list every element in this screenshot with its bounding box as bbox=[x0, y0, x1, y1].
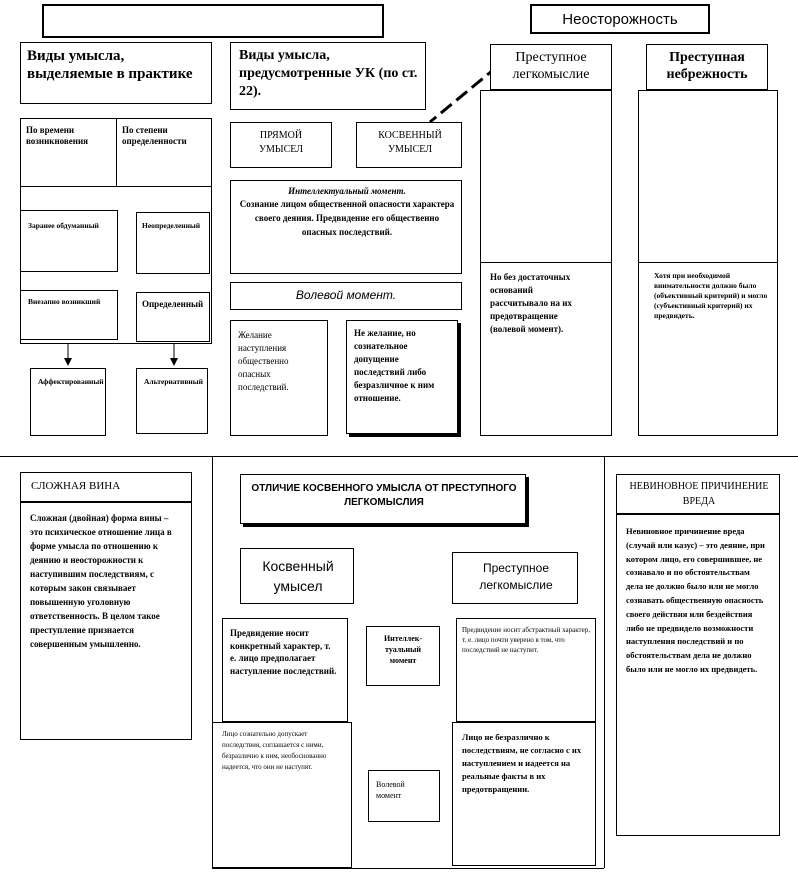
code-types-title-box bbox=[230, 42, 426, 110]
diff-frivolity-volitional-text: Лицо не безразлично к последствиям, не согласно с их наступлением и надеется на реальные факты в их предотвращении. bbox=[462, 732, 582, 794]
innocent-harm-title-box bbox=[616, 474, 780, 514]
direct-intent-label: ПРЯМОЙ УМЫСЕЛ bbox=[258, 130, 304, 155]
practice-types-title-box bbox=[20, 42, 212, 104]
desire-text: Желание наступления общественно опасных последствий. bbox=[238, 330, 289, 392]
frivolity-column bbox=[480, 90, 612, 436]
complex-guilt-text: Сложная (двойная) форма вины – это психическое отношение лица в форме умысла по отношению к деянию и неосторожности к наступившим последствиям, с которым закон связывает повышенную уголовную ответственность. В целом такое преступление признается совершенным умышленно. bbox=[30, 513, 172, 649]
alternative-label: Альтернативный bbox=[144, 377, 203, 386]
negligence-header-box bbox=[530, 4, 710, 34]
frivolity-title: Преступное легкомыслие bbox=[512, 50, 590, 82]
undefined-label: Неопределенный bbox=[142, 221, 201, 230]
frivolity-title-box bbox=[490, 44, 612, 90]
code-types-title: Виды умысла, предусмотренные УК (по ст. 22). bbox=[239, 48, 418, 99]
premeditated-label: Заранее обдуманный bbox=[28, 221, 99, 230]
diff-indirect-intellect-text: Предвидение носит конкретный характер, т. е. лицо предполагает наступление последствий. bbox=[230, 628, 337, 676]
practice-types-title: Виды умысла, выделяемые в практике bbox=[27, 48, 193, 82]
intellect-moment-text: Сознание лицом общественной опасности характера своего деяния. Предвидение его общественно опасных последствий. bbox=[239, 199, 455, 237]
volitional-moment-heading: Волевой момент. bbox=[295, 288, 397, 302]
innocent-harm-text: Невиновное причинение вреда (случай или казус) – это деяние, при котором лицо, его совершившее, не сознавало и по обстоятельствам дела не должно было или не могло сознавать общественную опасность своего действия или бездействия либо не предвидело возможности наступления последствий и по обстоятельствам дела не должно было или не могло их предвидеть. bbox=[626, 526, 765, 674]
volitional-moment-box bbox=[230, 282, 462, 310]
by-time-label: По времени возникновения bbox=[26, 125, 89, 146]
difference-title-box bbox=[240, 474, 526, 524]
diff-frivolity-title-box bbox=[452, 552, 578, 604]
diff-frivolity-intellect-text: Предвидение носит абстрактный характер, т. е. лицо почти уверено в том, что последствий не наступит. bbox=[462, 626, 590, 654]
by-degree-label: По степени определенности bbox=[122, 125, 187, 146]
section-divider bbox=[0, 456, 798, 457]
carelessness-title-box bbox=[646, 44, 768, 90]
affected-label: Аффектированный bbox=[38, 377, 104, 386]
difference-title: ОТЛИЧИЕ КОСВЕННОГО УМЫСЛА ОТ ПРЕСТУПНОГО ЛЕГКОМЫСЛИЯ bbox=[251, 483, 517, 508]
negligence-header-title: Неосторожность bbox=[562, 11, 678, 28]
indirect-intent-label: КОСВЕННЫЙ УМЫСЕЛ bbox=[378, 130, 442, 155]
intellect-moment-heading: Интеллектуальный момент. bbox=[288, 186, 406, 196]
carelessness-column bbox=[638, 90, 778, 436]
intellect-label: Интеллек-туальный момент bbox=[383, 634, 423, 665]
diff-indirect-title-box bbox=[240, 548, 354, 604]
carelessness-title: Преступная небрежность bbox=[666, 50, 748, 82]
intent-header-box bbox=[42, 4, 384, 38]
sudden-label: Внезапно возникший bbox=[28, 297, 101, 306]
intellect-moment-content bbox=[237, 185, 457, 239]
innocent-harm-title: НЕВИНОВНОЕ ПРИЧИНЕНИЕ ВРЕДА bbox=[629, 481, 769, 507]
direct-intent-box bbox=[230, 122, 332, 168]
diff-frivolity-title: Преступное легкомыслие bbox=[479, 561, 553, 592]
indirect-intent-box bbox=[356, 122, 462, 168]
complex-guilt-title-box bbox=[20, 472, 192, 502]
volitional-label: Волевой момент bbox=[376, 780, 405, 800]
complex-guilt-title: СЛОЖНАЯ ВИНА bbox=[31, 480, 121, 492]
non-desire-text: Не желание, но сознательное допущение последствий либо безразличное к ним отношение. bbox=[354, 328, 435, 403]
diff-indirect-title: Косвенный умысел bbox=[262, 558, 334, 594]
diff-indirect-volitional-text: Лицо сознательно допускает последствия, соглашается с ними, безразлично к ним, необоснованно надеется, что они не наступят. bbox=[222, 730, 327, 771]
intellect-moment-box bbox=[230, 180, 462, 274]
defined-label: Определенный bbox=[142, 299, 204, 309]
frivolity-text: Но без достаточных оснований рассчитывало на их предотвращение (волевой момент). bbox=[490, 272, 572, 334]
carelessness-text: Хотя при необходимой внимательности должно было (объективный критерий) и могло (субъективный критерий) их предвидеть. bbox=[654, 271, 768, 320]
